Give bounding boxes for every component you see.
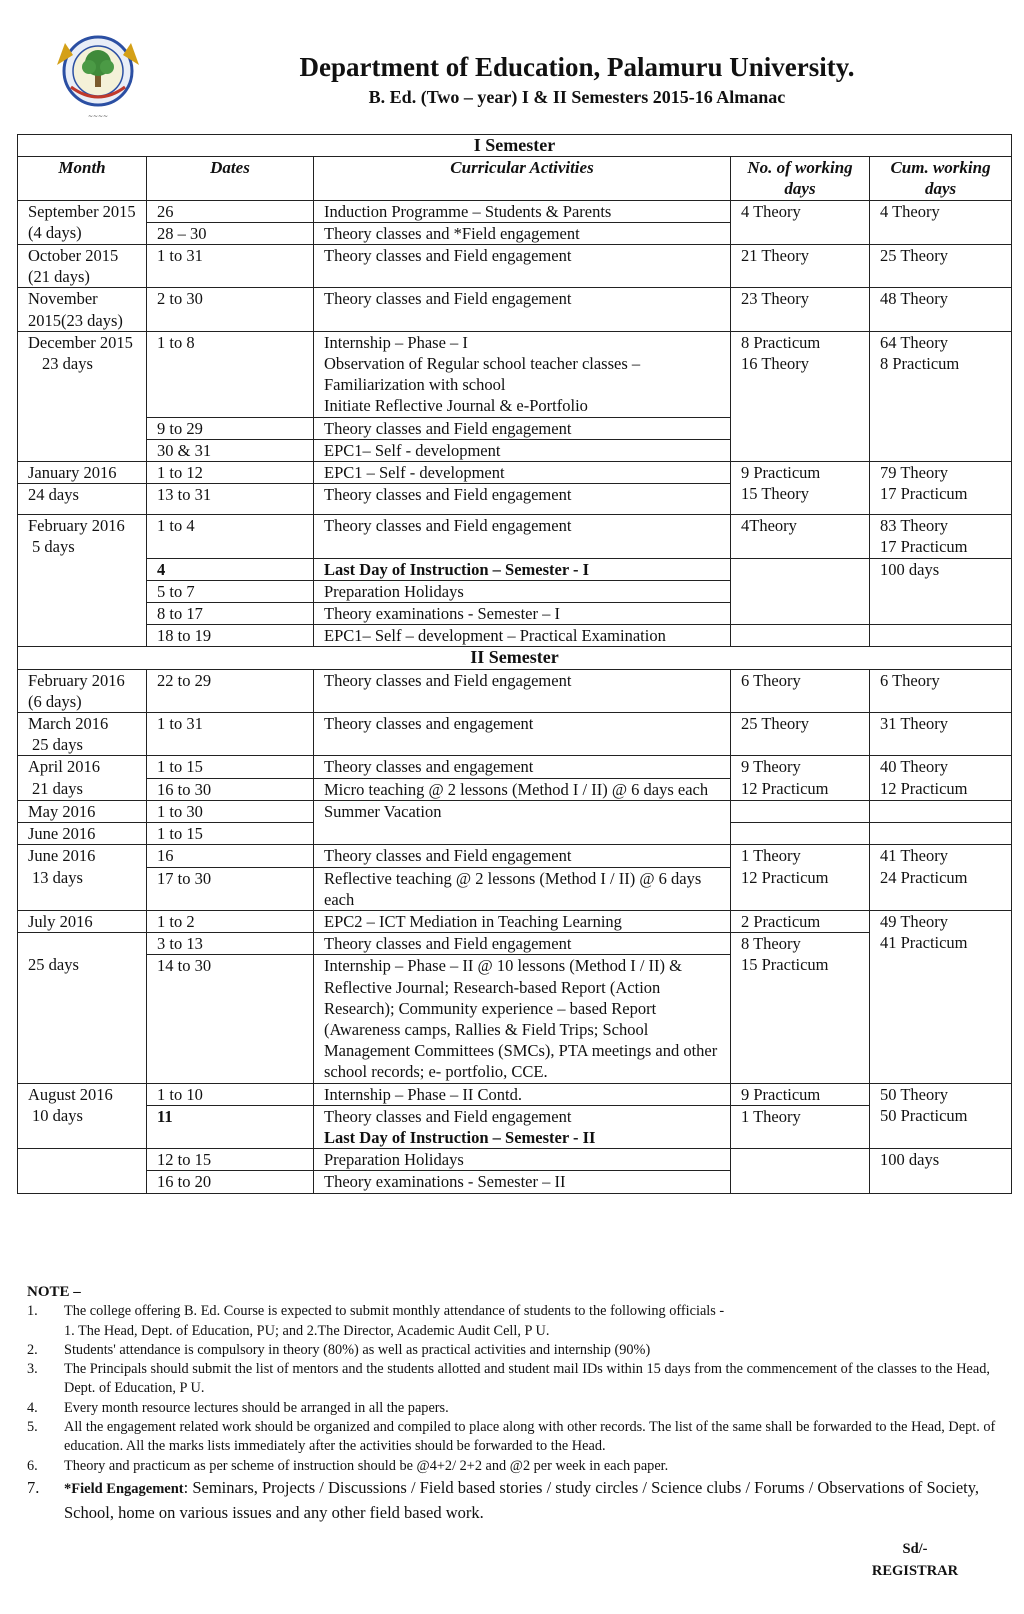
cum-days-cell bbox=[870, 515, 1012, 558]
activity-cell: Theory classes and Field engagement bbox=[314, 288, 731, 331]
column-header-cum-days: Cum. working days bbox=[870, 157, 1012, 200]
cum-days-line: 79 Theory bbox=[880, 463, 948, 483]
registrar-signature bbox=[850, 1538, 980, 1582]
working-days-cell bbox=[731, 558, 870, 625]
month-cell bbox=[18, 1149, 147, 1193]
note-text: Theory and practicum as per scheme of instruction should be @4+2/ 2+2 and @2 per week in each paper. bbox=[64, 1457, 669, 1474]
working-days-cell: 1 Theory bbox=[731, 1105, 870, 1148]
table-row bbox=[18, 462, 1012, 484]
table-row bbox=[18, 800, 1012, 822]
cum-days-line: 24 Practicum bbox=[880, 867, 968, 887]
activity-cell: Theory classes and Field engagement bbox=[314, 417, 731, 439]
activity-cell: Micro teaching @ 2 lessons (Method I / II) @ 6 days each bbox=[314, 778, 731, 800]
working-days-cell: 6 Theory bbox=[731, 669, 870, 712]
dates-cell: 13 to 31 bbox=[147, 484, 314, 515]
month-name: June 2016 bbox=[28, 846, 96, 866]
note-text: Every month resource lectures should be arranged in all the papers. bbox=[64, 1399, 449, 1416]
cum-days-cell: 31 Theory bbox=[870, 713, 1012, 756]
almanac-table bbox=[17, 134, 1012, 1194]
svg-text:~~~~: ~~~~ bbox=[87, 113, 109, 120]
month-days: 23 days bbox=[42, 354, 93, 374]
cum-days-line: 8 Practicum bbox=[880, 354, 960, 374]
month-cell: January 2016 bbox=[18, 462, 147, 484]
table-row bbox=[18, 756, 1012, 778]
table-row bbox=[18, 910, 1012, 932]
working-days-cell bbox=[731, 1149, 870, 1193]
month-cell: November 2015(23 days) bbox=[18, 288, 147, 331]
working-days-cell: 4 Theory bbox=[731, 200, 870, 244]
activity-cell: Theory classes and *Field engagement bbox=[314, 222, 731, 244]
table-row bbox=[18, 331, 1012, 417]
table-row bbox=[18, 515, 1012, 558]
dates-cell: 14 to 30 bbox=[147, 955, 314, 1083]
dates-cell: 12 to 15 bbox=[147, 1149, 314, 1171]
note-item bbox=[27, 1399, 997, 1418]
working-days-line: 12 Practicum bbox=[741, 867, 829, 887]
cum-days-cell: 6 Theory bbox=[870, 669, 1012, 712]
dates-cell: 22 to 29 bbox=[147, 669, 314, 712]
note-number: 3. bbox=[27, 1361, 38, 1378]
working-days-cell bbox=[731, 800, 870, 822]
dates-cell: 1 to 10 bbox=[147, 1083, 314, 1105]
working-days-line: 15 Practicum bbox=[741, 955, 829, 975]
note-item bbox=[27, 1418, 997, 1457]
activity-cell: Theory classes and engagement bbox=[314, 756, 731, 778]
note-number: 2. bbox=[27, 1341, 38, 1358]
activity-cell: Induction Programme – Students & Parents bbox=[314, 200, 731, 222]
field-engagement-label: *Field Engagement bbox=[64, 1480, 184, 1497]
working-days-cell: 9 Practicum bbox=[731, 1083, 870, 1105]
dates-cell: 1 to 15 bbox=[147, 756, 314, 778]
column-header-dates: Dates bbox=[147, 157, 314, 200]
notes-heading: NOTE – bbox=[27, 1284, 81, 1300]
cum-days-line: 12 Practicum bbox=[880, 778, 968, 798]
working-days-line: 8 Theory bbox=[741, 934, 801, 954]
page-subtitle: B. Ed. (Two – year) I & II Semesters 2015-16 Almanac bbox=[368, 87, 786, 107]
dates-cell: 28 – 30 bbox=[147, 222, 314, 244]
note-item bbox=[27, 1341, 997, 1360]
cum-days-cell bbox=[870, 800, 1012, 822]
month-days: 10 days bbox=[32, 1105, 83, 1125]
month-cell: May 2016 bbox=[18, 800, 147, 822]
activity-line: Last Day of Instruction – Semester - II bbox=[324, 1127, 596, 1147]
signature-sd: Sd/- bbox=[902, 1541, 928, 1557]
month-days: 5 days bbox=[32, 537, 75, 557]
working-days-line: 9 Theory bbox=[741, 757, 801, 777]
page-title: Department of Education, Palamuru University. bbox=[299, 52, 855, 82]
dates-cell: 11 bbox=[147, 1105, 314, 1148]
month-days: 24 days bbox=[18, 484, 147, 515]
table-row bbox=[18, 288, 1012, 331]
column-header-working-days: No. of working days bbox=[731, 157, 870, 200]
dates-cell: 1 to 31 bbox=[147, 245, 314, 288]
table-row bbox=[18, 1149, 1012, 1171]
month-cell: June 2016 bbox=[18, 823, 147, 845]
cum-days-line: 50 Practicum bbox=[880, 1105, 968, 1125]
month-days-text: 25 days bbox=[28, 955, 79, 975]
cum-days-line: 17 Practicum bbox=[880, 484, 968, 504]
note-number: 5. bbox=[27, 1419, 38, 1436]
field-engagement-text: : Seminars, Projects / Discussions / Field based stories / study circles / Science clubs / Forums / Observations of Society, School, home on various issues and any other field based work. bbox=[64, 1477, 980, 1522]
month-cell bbox=[18, 845, 147, 911]
semester-1-title: I Semester bbox=[18, 135, 1012, 157]
dates-cell: 2 to 30 bbox=[147, 288, 314, 331]
dates-cell: 16 to 20 bbox=[147, 1171, 314, 1193]
month-days bbox=[18, 933, 147, 1083]
note-item bbox=[27, 1302, 997, 1341]
month-cell bbox=[18, 1083, 147, 1149]
table-row bbox=[18, 245, 1012, 288]
dates-cell: 16 to 30 bbox=[147, 778, 314, 800]
dates-cell: 4 bbox=[147, 558, 314, 580]
dates-cell: 1 to 31 bbox=[147, 713, 314, 756]
column-header-month: Month bbox=[18, 157, 147, 200]
working-days-cell: 21 Theory bbox=[731, 245, 870, 288]
signature-title: REGISTRAR bbox=[871, 1563, 959, 1579]
note-text bbox=[64, 1302, 997, 1341]
activity-cell: Theory classes and Field engagement bbox=[314, 845, 731, 867]
activity-line: Theory classes and Field engagement bbox=[324, 1106, 572, 1126]
cum-days-cell: 100 days bbox=[870, 1149, 1012, 1193]
table-row bbox=[18, 1083, 1012, 1105]
cum-days-cell bbox=[870, 910, 1012, 1083]
table-row bbox=[18, 933, 1012, 955]
note-number: 6. bbox=[27, 1457, 38, 1474]
working-days-cell bbox=[731, 625, 870, 647]
working-days-cell: 2 Practicum bbox=[731, 910, 870, 932]
dates-cell: 26 bbox=[147, 200, 314, 222]
dates-cell: 1 to 8 bbox=[147, 331, 314, 417]
working-days-line: 9 Practicum bbox=[741, 463, 821, 483]
cum-days-line: 41 Practicum bbox=[880, 933, 968, 953]
activity-line: Internship – Phase – I bbox=[324, 332, 468, 352]
month-cell bbox=[18, 713, 147, 756]
table-row bbox=[18, 625, 1012, 647]
table-row bbox=[18, 713, 1012, 756]
activity-cell: Internship – Phase – II Contd. bbox=[314, 1083, 731, 1105]
activity-cell: Internship – Phase – II @ 10 lessons (Method I / II) & Reflective Journal; Research-based Report (Action Research); Community experience – based Report (Awareness camps, Rallies & Field Trips; School Management Committees (SMCs), PTA meetings and other school records; e- portfolio, CCE. bbox=[314, 955, 731, 1083]
month-cell: July 2016 bbox=[18, 910, 147, 932]
cum-days-line: 64 Theory bbox=[880, 332, 948, 352]
working-days-cell bbox=[731, 331, 870, 461]
working-days-line: 15 Theory bbox=[741, 484, 809, 504]
dates-cell: 17 to 30 bbox=[147, 867, 314, 910]
month-cell: February 2016 (6 days) bbox=[18, 669, 147, 712]
semester-header-row bbox=[18, 647, 1012, 669]
working-days-cell bbox=[731, 756, 870, 800]
dates-cell: 18 to 19 bbox=[147, 625, 314, 647]
activity-cell: EPC2 – ICT Mediation in Teaching Learning bbox=[314, 910, 731, 932]
month-name: February 2016 bbox=[28, 516, 125, 536]
note-item bbox=[27, 1476, 997, 1525]
working-days-cell bbox=[731, 462, 870, 515]
cum-days-cell bbox=[870, 1083, 1012, 1149]
month-name: March 2016 bbox=[28, 714, 109, 734]
activity-cell: Preparation Holidays bbox=[314, 580, 731, 602]
table-row bbox=[18, 200, 1012, 222]
note-number: 1. bbox=[27, 1303, 38, 1320]
month-name: December 2015 bbox=[28, 332, 133, 352]
working-days-cell bbox=[731, 933, 870, 1083]
activity-line: Initiate Reflective Journal & e-Portfolio bbox=[324, 396, 588, 416]
month-cell bbox=[18, 515, 147, 647]
working-days-cell: 25 Theory bbox=[731, 713, 870, 756]
dates-cell: 16 bbox=[147, 845, 314, 867]
cum-days-line: 49 Theory bbox=[880, 911, 948, 931]
working-days-cell: 4Theory bbox=[731, 515, 870, 558]
column-header-row bbox=[18, 157, 1012, 200]
dates-cell: 1 to 30 bbox=[147, 800, 314, 822]
cum-days-cell bbox=[870, 331, 1012, 461]
cum-days-cell bbox=[870, 462, 1012, 515]
note-number: 7. bbox=[27, 1477, 40, 1497]
activity-cell: Theory classes and engagement bbox=[314, 713, 731, 756]
table-row bbox=[18, 669, 1012, 712]
month-days: 13 days bbox=[32, 867, 83, 887]
activity-cell: Summer Vacation bbox=[314, 800, 731, 844]
note-item bbox=[27, 1360, 997, 1399]
activity-cell bbox=[314, 331, 731, 417]
note-number: 4. bbox=[27, 1399, 38, 1416]
notes-section bbox=[27, 1283, 997, 1525]
cum-days-cell bbox=[870, 823, 1012, 845]
cum-days-cell: 25 Theory bbox=[870, 245, 1012, 288]
note-text: Students' attendance is compulsory in theory (80%) as well as practical activities and internship (90%) bbox=[64, 1341, 651, 1358]
dates-cell: 5 to 7 bbox=[147, 580, 314, 602]
cum-days-cell bbox=[870, 756, 1012, 800]
activity-cell bbox=[314, 1105, 731, 1148]
month-name: April 2016 bbox=[28, 757, 100, 777]
month-cell: September 2015 (4 days) bbox=[18, 200, 147, 244]
dates-cell: 9 to 29 bbox=[147, 417, 314, 439]
cum-days-cell bbox=[870, 625, 1012, 647]
working-days-cell bbox=[731, 823, 870, 845]
activity-cell: Theory examinations - Semester – II bbox=[314, 1171, 731, 1193]
cum-days-cell: 4 Theory bbox=[870, 200, 1012, 244]
note-text-sub: 1. The Head, Dept. of Education, PU; and 2.The Director, Academic Audit Cell, P U. bbox=[64, 1322, 550, 1339]
dates-cell: 8 to 17 bbox=[147, 603, 314, 625]
note-text: All the engagement related work should be organized and compiled to place along with other records. The list of the same shall be forwarded to the Head, Dept. of education. All the marks lists immediately after the activities should be forwarded to the Head. bbox=[64, 1419, 996, 1455]
activity-cell: Theory examinations - Semester – I bbox=[314, 603, 731, 625]
cum-days-cell bbox=[870, 845, 1012, 911]
activity-cell: Last Day of Instruction – Semester - I bbox=[314, 558, 731, 580]
semester-header-row bbox=[18, 135, 1012, 157]
cum-days-line: 40 Theory bbox=[880, 757, 948, 777]
working-days-cell: 23 Theory bbox=[731, 288, 870, 331]
activity-cell: EPC1– Self - development bbox=[314, 439, 731, 461]
activity-cell: Theory classes and Field engagement bbox=[314, 245, 731, 288]
working-days-line: 8 Practicum bbox=[741, 332, 821, 352]
cum-days-line: 17 Practicum bbox=[880, 537, 968, 557]
dates-cell: 1 to 4 bbox=[147, 515, 314, 558]
cum-days-line: 41 Theory bbox=[880, 846, 948, 866]
month-cell bbox=[18, 331, 147, 461]
activity-cell: EPC1 – Self - development bbox=[314, 462, 731, 484]
note-text: The Principals should submit the list of mentors and the students allotted and student mail IDs within 15 days from the commencement of the classes to the Head, Dept. of Education, P U. bbox=[64, 1361, 990, 1397]
dates-cell: 1 to 15 bbox=[147, 823, 314, 845]
table-row bbox=[18, 845, 1012, 867]
dates-cell: 1 to 12 bbox=[147, 462, 314, 484]
cum-days-cell: 48 Theory bbox=[870, 288, 1012, 331]
month-cell: October 2015 (21 days) bbox=[18, 245, 147, 288]
activity-cell: Theory classes and Field engagement bbox=[314, 484, 731, 515]
activity-line: Observation of Regular school teacher classes – Familiarization with school bbox=[324, 354, 641, 395]
activity-cell: Theory classes and Field engagement bbox=[314, 515, 731, 558]
activity-cell: EPC1– Self – development – Practical Examination bbox=[314, 625, 731, 647]
month-cell bbox=[18, 756, 147, 800]
dates-cell: 1 to 2 bbox=[147, 910, 314, 932]
cum-days-line: 50 Theory bbox=[880, 1084, 948, 1104]
table-row bbox=[18, 1105, 1012, 1148]
activity-cell: Reflective teaching @ 2 lessons (Method I / II) @ 6 days each bbox=[314, 867, 731, 910]
dates-cell: 30 & 31 bbox=[147, 439, 314, 461]
working-days-line: 1 Theory bbox=[741, 846, 801, 866]
note-item bbox=[27, 1457, 997, 1476]
dates-cell: 3 to 13 bbox=[147, 933, 314, 955]
working-days-line: 12 Practicum bbox=[741, 778, 829, 798]
cum-days-line: 83 Theory bbox=[880, 516, 948, 536]
note-text bbox=[64, 1476, 997, 1525]
month-days: 21 days bbox=[32, 778, 83, 798]
table-row bbox=[18, 558, 1012, 580]
month-name: August 2016 bbox=[28, 1084, 113, 1104]
column-header-activities: Curricular Activities bbox=[314, 157, 731, 200]
working-days-line: 16 Theory bbox=[741, 354, 809, 374]
activity-cell: Theory classes and Field engagement bbox=[314, 933, 731, 955]
cum-days-cell: 100 days bbox=[870, 558, 1012, 625]
activity-cell: Theory classes and Field engagement bbox=[314, 669, 731, 712]
activity-cell: Preparation Holidays bbox=[314, 1149, 731, 1171]
note-text-main: The college offering B. Ed. Course is expected to submit monthly attendance of students to the following officials - bbox=[64, 1303, 725, 1320]
semester-2-title: II Semester bbox=[18, 647, 1012, 669]
working-days-cell bbox=[731, 845, 870, 911]
month-days: 25 days bbox=[32, 735, 83, 755]
